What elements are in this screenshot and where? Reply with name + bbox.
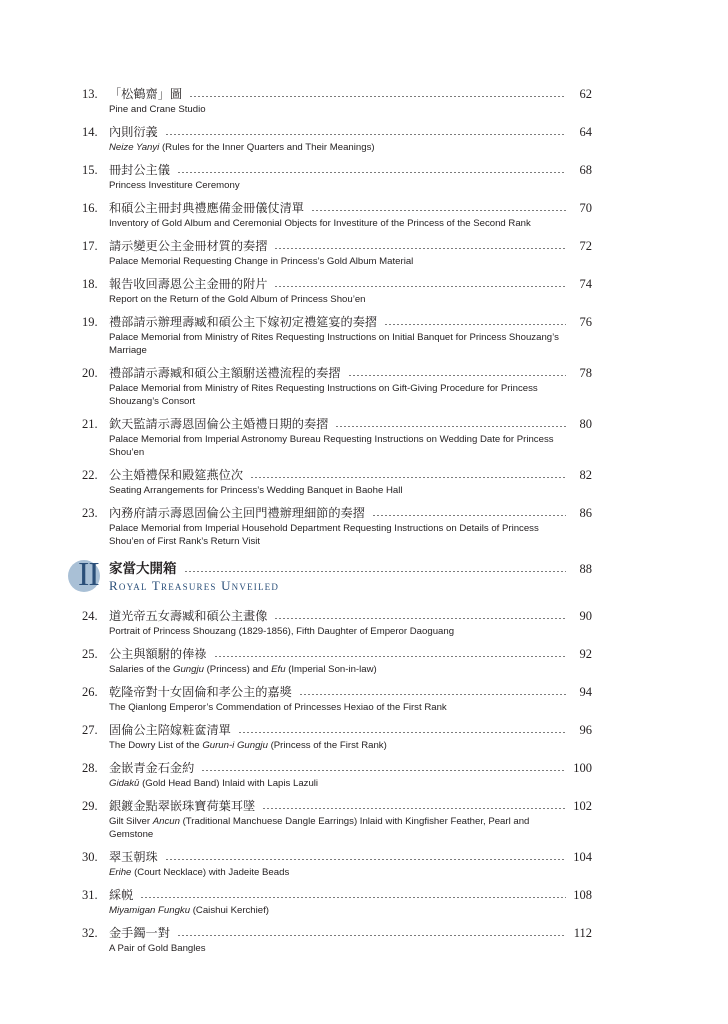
toc-entry[interactable] bbox=[82, 276, 592, 306]
toc-entry[interactable] bbox=[82, 416, 592, 459]
entry-page-number: 64 bbox=[579, 125, 592, 139]
entry-number: 32. bbox=[82, 926, 98, 940]
toc-entry[interactable] bbox=[82, 646, 592, 676]
entry-title-zh: 請示變更公主金冊材質的奏摺 bbox=[109, 239, 268, 253]
title-segment: Seating Arrangements for Princess’s Wedding Banquet in Baohe Hall bbox=[109, 485, 403, 496]
entry-number: 18. bbox=[82, 277, 98, 291]
toc-entry[interactable] bbox=[82, 798, 592, 841]
entry-title-zh: 銀鍍金點翠嵌珠寶荷葉耳墜 bbox=[109, 799, 256, 813]
entry-title-zh: 禮部請示辦理壽臧和碩公主下嫁初定禮筵宴的奏摺 bbox=[109, 315, 378, 329]
title-segment: Palace Memorial from Imperial Astronomy Bureau Requesting Instructions on Wedding Date for Princess Shou’en bbox=[109, 434, 554, 458]
entry-title-en bbox=[109, 141, 570, 154]
italic-term: Neize Yanyi bbox=[109, 142, 160, 153]
dot-leader bbox=[262, 808, 566, 809]
title-segment: The Qianlong Emperor’s Commendation of Princesses Hexiao of the First Rank bbox=[109, 702, 447, 713]
table-of-contents bbox=[78, 86, 592, 963]
toc-entry[interactable] bbox=[82, 314, 592, 357]
entry-number: 29. bbox=[82, 799, 98, 813]
entry-page-number: 102 bbox=[573, 799, 592, 813]
toc-entry[interactable] bbox=[82, 200, 592, 230]
entry-title-zh: 禮部請示壽臧和碩公主額駙送禮流程的奏摺 bbox=[109, 366, 341, 380]
entry-page-number: 82 bbox=[579, 468, 592, 482]
title-segment: Gilt Silver bbox=[109, 816, 153, 827]
entry-title-zh: 固倫公主陪嫁粧奩清單 bbox=[109, 723, 231, 737]
entry-title-en bbox=[109, 663, 570, 676]
dot-leader bbox=[372, 515, 566, 516]
italic-term: Gidakū bbox=[109, 778, 140, 789]
title-segment: (Imperial Son-in-law) bbox=[285, 664, 377, 675]
entry-number: 23. bbox=[82, 506, 98, 520]
entry-title-zh: 欽天監請示壽恩固倫公主婚禮日期的奏摺 bbox=[109, 417, 329, 431]
entry-page-number: 104 bbox=[573, 850, 592, 864]
title-segment: Salaries of the bbox=[109, 664, 173, 675]
entry-number: 22. bbox=[82, 468, 98, 482]
title-segment: (Princess of the First Rank) bbox=[267, 740, 387, 751]
entry-number: 28. bbox=[82, 761, 98, 775]
dot-leader bbox=[184, 571, 567, 572]
entry-title-zh: 公主與額駙的俸祿 bbox=[109, 647, 207, 661]
entry-title-zh: 翠玉朝珠 bbox=[109, 850, 158, 864]
dot-leader bbox=[214, 656, 567, 657]
entry-title-zh: 金嵌青金石金約 bbox=[109, 761, 195, 775]
title-segment: Pine and Crane Studio bbox=[109, 104, 206, 115]
title-segment: (Princess) and bbox=[203, 664, 272, 675]
title-segment: The Dowry List of the bbox=[109, 740, 203, 751]
entry-number: 19. bbox=[82, 315, 98, 329]
title-segment: (Court Necklace) with Jadeite Beads bbox=[131, 867, 290, 878]
toc-entry[interactable] bbox=[82, 238, 592, 268]
title-segment: Report on the Return of the Gold Album of Princess Shou’en bbox=[109, 294, 366, 305]
dot-leader bbox=[189, 96, 566, 97]
toc-entry[interactable] bbox=[82, 849, 592, 879]
dot-leader bbox=[348, 375, 566, 376]
toc-entry[interactable] bbox=[82, 684, 592, 714]
title-segment: Palace Memorial from Ministry of Rites Requesting Instructions on Gift-Giving Procedure for Princess Shouzang’s Consort bbox=[109, 383, 538, 407]
entry-number: 27. bbox=[82, 723, 98, 737]
entry-title-en bbox=[109, 522, 570, 548]
entry-page-number: 112 bbox=[573, 926, 592, 940]
entry-number: 14. bbox=[82, 125, 98, 139]
title-segment: Portrait of Princess Shouzang (1829-1856), Fifth Daughter of Emperor Daoguang bbox=[109, 626, 455, 637]
toc-entry[interactable] bbox=[82, 925, 592, 955]
entry-number: 21. bbox=[82, 417, 98, 431]
toc-entry[interactable] bbox=[82, 505, 592, 548]
entry-page-number: 108 bbox=[573, 888, 592, 902]
entry-title-zh: 乾隆帝對十女固倫和孝公主的嘉獎 bbox=[109, 685, 292, 699]
dot-leader bbox=[299, 694, 566, 695]
entry-title-zh: 綵帨 bbox=[109, 888, 134, 902]
entry-title-zh: 內則衍義 bbox=[109, 125, 158, 139]
entry-title-en bbox=[109, 625, 570, 638]
italic-term: Miyamigan Fungku bbox=[109, 905, 191, 916]
entry-title-en bbox=[109, 382, 570, 408]
entry-number: 17. bbox=[82, 239, 98, 253]
toc-list-part-2 bbox=[82, 608, 592, 955]
toc-entry[interactable] bbox=[82, 162, 592, 192]
toc-entry[interactable] bbox=[82, 124, 592, 154]
italic-term: Gurun-i Gungju bbox=[202, 740, 268, 751]
entry-title-zh: 道光帝五女壽臧和碩公主畫像 bbox=[109, 609, 268, 623]
italic-term: Gungju bbox=[173, 664, 204, 675]
entry-page-number: 96 bbox=[579, 723, 592, 737]
entry-page-number: 70 bbox=[579, 201, 592, 215]
entry-title-zh: 金手鐲一對 bbox=[109, 926, 170, 940]
entry-title-en bbox=[109, 179, 570, 192]
dot-leader bbox=[274, 618, 566, 619]
entry-title-en bbox=[109, 103, 570, 116]
entry-number: 31. bbox=[82, 888, 98, 902]
entry-page-number: 68 bbox=[579, 163, 592, 177]
title-segment: (Caishui Kerchief) bbox=[190, 905, 269, 916]
section-page-number: 88 bbox=[579, 562, 592, 576]
section-roman-numeral: II bbox=[78, 556, 99, 593]
dot-leader bbox=[311, 210, 566, 211]
entry-title-en bbox=[109, 815, 570, 841]
dot-leader bbox=[274, 248, 566, 249]
title-segment: Inventory of Gold Album and Ceremonial Objects for Investiture of the Princess of the Second Rank bbox=[109, 218, 531, 229]
dot-leader bbox=[177, 935, 566, 936]
entry-page-number: 74 bbox=[579, 277, 592, 291]
entry-title-zh: 報告收回壽恩公主金冊的附片 bbox=[109, 277, 268, 291]
entry-page-number: 78 bbox=[579, 366, 592, 380]
entry-title-en bbox=[109, 904, 570, 917]
entry-page-number: 90 bbox=[579, 609, 592, 623]
italic-term: Erihe bbox=[109, 867, 132, 878]
title-segment: (Gold Head Band) Inlaid with Lapis Lazuli bbox=[139, 778, 319, 789]
toc-entry[interactable] bbox=[82, 608, 592, 638]
entry-number: 13. bbox=[82, 87, 98, 101]
entry-title-en bbox=[109, 293, 570, 306]
entry-title-en bbox=[109, 942, 570, 955]
entry-page-number: 62 bbox=[579, 87, 592, 101]
toc-entry[interactable] bbox=[82, 365, 592, 408]
entry-title-en bbox=[109, 331, 570, 357]
entry-title-zh: 「松鶴齋」圖 bbox=[109, 87, 183, 101]
dot-leader bbox=[384, 324, 566, 325]
entry-title-zh: 冊封公主儀 bbox=[109, 163, 170, 177]
entry-number: 26. bbox=[82, 685, 98, 699]
entry-page-number: 80 bbox=[579, 417, 592, 431]
title-segment: (Traditional Manchuese Dangle Earrings) Inlaid with Kingfisher Feather, Pearl and Gemstone bbox=[109, 816, 530, 840]
toc-entry[interactable] bbox=[82, 760, 592, 790]
dot-leader bbox=[274, 286, 566, 287]
title-segment: Princess Investiture Ceremony bbox=[109, 180, 240, 191]
toc-entry[interactable] bbox=[82, 887, 592, 917]
entry-title-en bbox=[109, 866, 570, 879]
entry-page-number: 92 bbox=[579, 647, 592, 661]
entry-number: 25. bbox=[82, 647, 98, 661]
title-segment: Palace Memorial from Ministry of Rites Requesting Instructions on Initial Banquet for Princess Shouzang’s Marriage bbox=[109, 332, 559, 356]
entry-number: 30. bbox=[82, 850, 98, 864]
entry-title-en bbox=[109, 777, 570, 790]
toc-entry[interactable] bbox=[82, 86, 592, 116]
entry-page-number: 100 bbox=[573, 761, 592, 775]
dot-leader bbox=[177, 172, 566, 173]
entry-title-en bbox=[109, 484, 570, 497]
section-title-en: Royal Treasures Unveiled bbox=[109, 578, 280, 593]
dot-leader bbox=[165, 859, 566, 860]
entry-title-en bbox=[109, 701, 570, 714]
dot-leader bbox=[140, 897, 566, 898]
toc-entry[interactable] bbox=[82, 722, 592, 752]
entry-title-en bbox=[109, 739, 570, 752]
title-segment: (Rules for the Inner Quarters and Their Meanings) bbox=[159, 142, 375, 153]
entry-title-en bbox=[109, 433, 570, 459]
entry-number: 16. bbox=[82, 201, 98, 215]
title-segment: Palace Memorial from Imperial Household Department Requesting Instructions on Details of Princess Shou’en of First Rank’s Return Visit bbox=[109, 523, 539, 547]
title-segment: Palace Memorial Requesting Change in Princess’s Gold Album Material bbox=[109, 256, 414, 267]
entry-page-number: 86 bbox=[579, 506, 592, 520]
entry-title-zh: 內務府請示壽恩固倫公主回門禮辦理細節的奏摺 bbox=[109, 506, 365, 520]
entry-page-number: 94 bbox=[579, 685, 592, 699]
entry-page-number: 72 bbox=[579, 239, 592, 253]
entry-number: 15. bbox=[82, 163, 98, 177]
toc-entry[interactable] bbox=[82, 467, 592, 497]
entry-number: 24. bbox=[82, 609, 98, 623]
section-heading[interactable] bbox=[78, 556, 592, 598]
italic-term: Ancun bbox=[152, 816, 180, 827]
title-segment: A Pair of Gold Bangles bbox=[109, 943, 206, 954]
entry-title-zh: 公主婚禮保和殿筵燕位次 bbox=[109, 468, 244, 482]
dot-leader bbox=[250, 477, 566, 478]
section-title-zh: 家當大開箱 bbox=[109, 561, 177, 577]
entry-title-en bbox=[109, 255, 570, 268]
dot-leader bbox=[238, 732, 566, 733]
toc-list-part-1 bbox=[82, 86, 592, 548]
entry-title-en bbox=[109, 217, 570, 230]
italic-term: Efu bbox=[271, 664, 286, 675]
entry-number: 20. bbox=[82, 366, 98, 380]
entry-page-number: 76 bbox=[579, 315, 592, 329]
dot-leader bbox=[201, 770, 566, 771]
entry-title-zh: 和碩公主冊封典禮應備金冊儀仗清單 bbox=[109, 201, 304, 215]
dot-leader bbox=[165, 134, 566, 135]
roman-numeral-badge bbox=[68, 556, 100, 593]
dot-leader bbox=[335, 426, 566, 427]
